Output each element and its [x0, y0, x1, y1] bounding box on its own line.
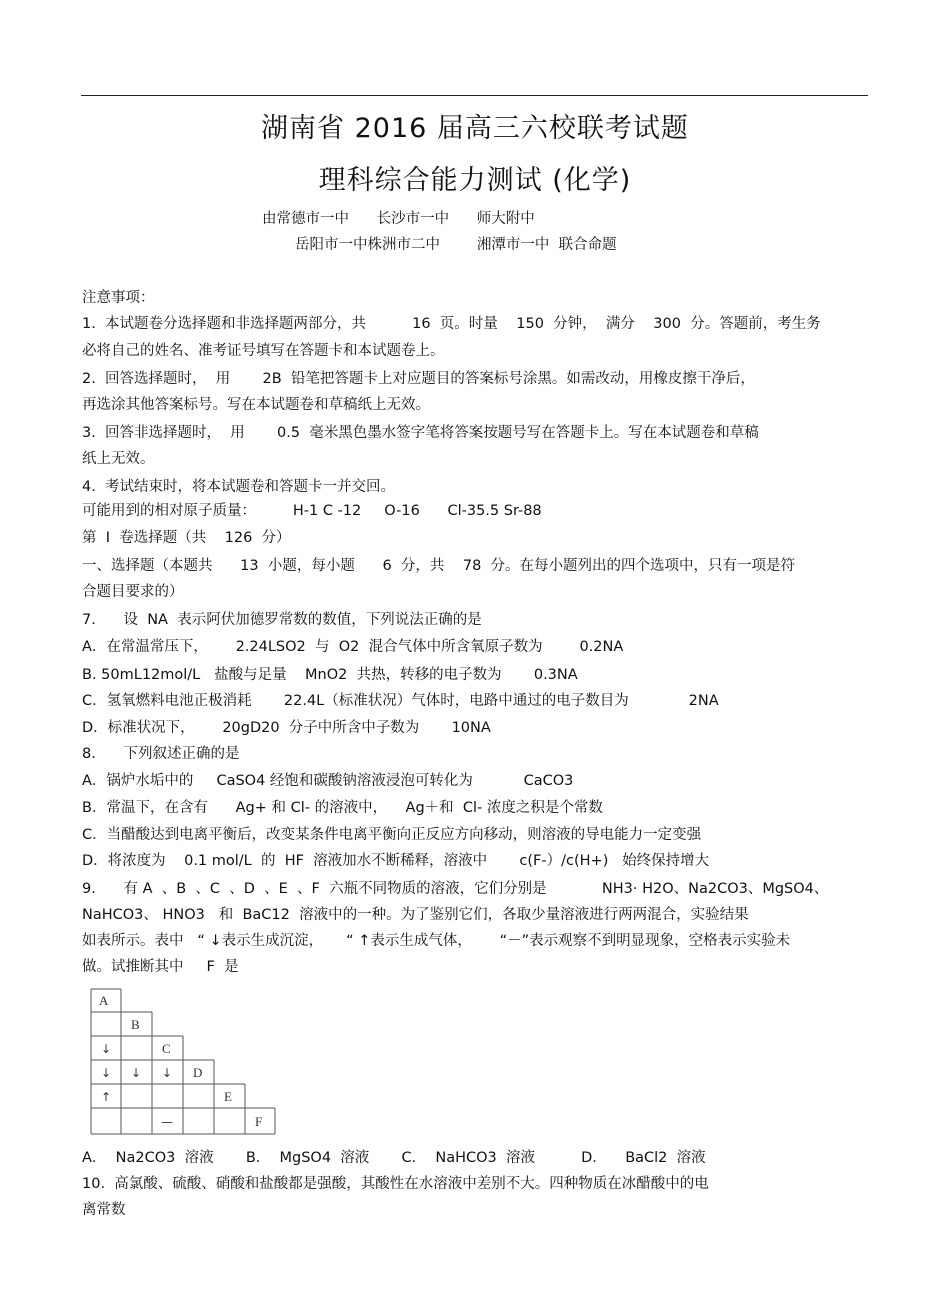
table-header-d: D [193, 1065, 203, 1080]
q9-options: A． Na2CO3 溶液 B． MgSO4 溶液 C． NaHCO3 溶液 D． BaCl2 溶液 [82, 1150, 706, 1166]
q7-option-d: D．标准状况下， 20gD20 分子中所含中子数为 10NA [82, 720, 491, 736]
q8-option-a: A．锅炉水垢中的 CaSO4 经饱和碳酸钠溶液浸泡可转化为 CaCO3 [82, 773, 574, 789]
note-4: 4. 考试结束时，将本试题卷和答题卡一并交回。 [82, 479, 396, 495]
q8-option-c: C．当醋酸达到电离平衡后，改变某条件电离平衡向正反应方向移动，则溶液的导电能力一定变强 [82, 827, 702, 843]
q9-line-1: 9. 有 A 、B 、C 、D 、E 、F 六瓶不同物质的溶液，它们分别是 NH3· H2O、Na2CO3、MgSO4、 [82, 881, 829, 897]
section-intro-a: 一、选择题（本题共 13 小题，每小题 6 分，共 78 分。在每小题列出的四个选项中，只有一项是符 [82, 558, 796, 574]
note-3b: 纸上无效。 [82, 451, 155, 467]
q7-option-a: A．在常温常压下， 2.24LSO2 与 O2 混合气体中所含氧原子数为 0.2NA [82, 639, 624, 655]
note-2b: 再选涂其他答案标号。写在本试题卷和草稿纸上无效。 [82, 397, 430, 413]
cell-f-c: — [161, 1115, 173, 1129]
organizers-line-1: 由常德市一中 长沙市一中 师大附中 [262, 211, 535, 227]
top-rule [81, 95, 868, 96]
q7-option-c: C．氢氧燃料电池正极消耗 22.4L（标准状况）气体时，电路中通过的电子数目为 2NA [82, 693, 719, 709]
note-1b: 必将自己的姓名、准考证号填写在答题卡和本试题卷上。 [82, 343, 445, 359]
table-header-e: E [224, 1089, 232, 1104]
section-part: 第 I 卷选择题（共 126 分） [82, 530, 291, 546]
note-3a: 3. 回答非选择题时， 用 0.5 毫米黑色墨水签字笔将答案按题号写在答题卡上。写在本试题卷和草稿 [82, 425, 759, 441]
table-header-b: B [131, 1017, 140, 1032]
atomic-masses: 可能用到的相对原子质量： H-1 C -12 O-16 Cl-35.5 Sr-88 [82, 503, 542, 519]
table-header-f: F [255, 1114, 263, 1129]
page-subtitle: 理科综合能力测试 (化学) [318, 165, 632, 196]
q9-line-4: 做。试推断其中 F 是 [82, 959, 239, 975]
q7-stem: 7. 设 NA 表示阿伏加德罗常数的数值，下列说法正确的是 [82, 612, 482, 628]
organizers-line-2: 岳阳市一中株洲市二中 湘潭市一中 联合命题 [295, 237, 617, 253]
table-header-c: C [162, 1041, 171, 1056]
q8-stem: 8. 下列叙述正确的是 [82, 746, 240, 762]
section-intro-b: 合题目要求的） [82, 584, 184, 600]
q9-line-3: 如表所示。表中 “ ↓表示生成沉淀， “ ↑表示生成气体， “－”表示观察不到明显现象，空格表示实验未 [82, 933, 791, 949]
cell-d-c: ↓ [161, 1066, 173, 1080]
q9-line-2: NaHCO3、 HNO3 和 BaC12 溶液中的一种。为了鉴别它们，各取少量溶液进行两两混合，实验结果 [82, 907, 749, 923]
notes-heading: 注意事项： [82, 290, 155, 306]
cell-c-a: ↓ [100, 1042, 112, 1056]
q10-line-2: 离常数 [82, 1202, 126, 1218]
note-1a: 1. 本试题卷分选择题和非选择题两部分，共 16 页。时量 150 分钟， 满分 300 分。答题前，考生务 [82, 316, 821, 332]
q10-line-1: 10. 高氯酸、硫酸、硝酸和盐酸都是强酸，其酸性在水溶液中差别不大。四种物质在冰醋酸中的电 [82, 1176, 709, 1192]
table-header-a: A [99, 993, 109, 1008]
cell-d-b: ↓ [130, 1066, 142, 1080]
cell-d-a: ↓ [100, 1066, 112, 1080]
note-2a: 2. 回答选择题时， 用 2B 铅笔把答题卡上对应题目的答案标号涂黑。如需改动，用橡皮擦干净后， [82, 371, 755, 387]
q7-option-b: B. 50mL12mol/L 盐酸与足量 MnO2 共热，转移的电子数为 0.3NA [82, 667, 578, 683]
page-title: 湖南省 2016 届高三六校联考试题 [261, 113, 689, 144]
q8-option-d: D．将浓度为 0.1 mol/L 的 HF 溶液加水不断稀释，溶液中 c(F-）/c(H+) 始终保持增大 [82, 853, 710, 869]
q9-reaction-table [90, 988, 276, 1136]
cell-e-a: ↑ [100, 1090, 112, 1104]
q8-option-b: B．常温下，在含有 Ag+ 和 Cl- 的溶液中， Ag＋和 Cl- 浓度之积是个常数 [82, 800, 603, 816]
